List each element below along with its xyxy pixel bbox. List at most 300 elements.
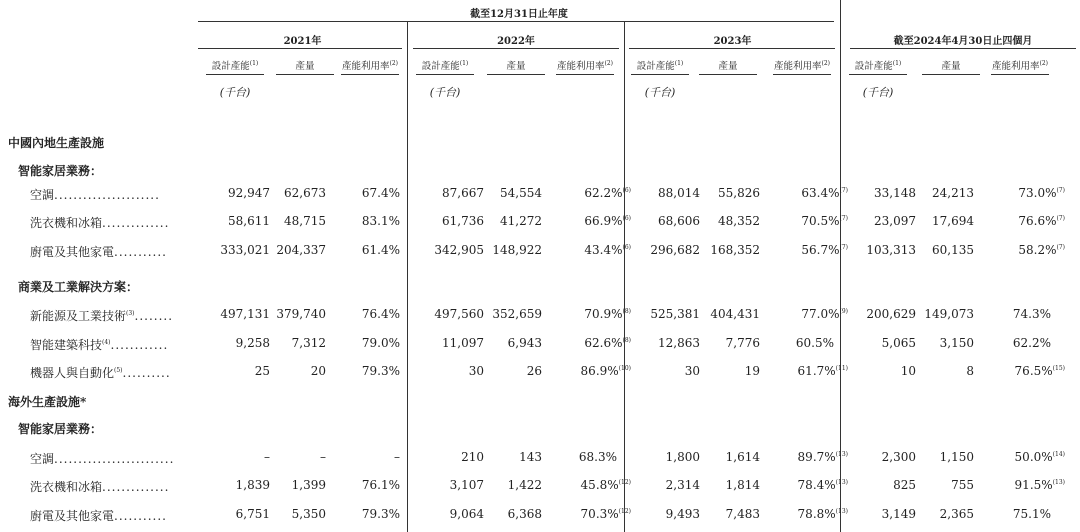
unit-label: (千台): [429, 86, 461, 99]
footnote-marker: (7): [1056, 215, 1065, 222]
column-header-utilization: [550, 58, 620, 72]
footnote-marker: (12): [618, 508, 631, 515]
row-label-text: 廚電及其他家電: [30, 509, 115, 523]
cell-value: 76.1%: [361, 478, 400, 492]
column-header-underline: [991, 74, 1049, 75]
column-header-underline: [631, 74, 689, 75]
year-underline-2023: [629, 48, 835, 49]
table-cell: [442, 336, 484, 350]
cell-value: 2,300: [881, 450, 916, 464]
footnote-marker: (7): [839, 187, 848, 194]
cell-value: 68.3%: [578, 450, 617, 464]
footnote-marker: (1): [674, 59, 684, 67]
row-label: [30, 336, 168, 353]
cell-value: 41,272: [500, 214, 542, 228]
column-header-underline: [773, 74, 831, 75]
table-cell: [658, 186, 700, 200]
table-cell: [710, 307, 760, 321]
table-cell: [581, 478, 631, 492]
table-cell: [940, 336, 974, 350]
cell-value: 79.3%: [361, 364, 400, 378]
cell-value: 12,863: [658, 336, 700, 350]
cell-value: 87,667: [442, 186, 484, 200]
cell-value: 497,131: [220, 307, 270, 321]
period-label: 截至12月31日止年度: [470, 9, 568, 20]
footnote-marker: (7): [1056, 244, 1065, 251]
table-cell: [584, 243, 631, 257]
row-label: [30, 243, 167, 260]
column-header-text: 產能利用率: [556, 61, 605, 72]
cell-value: 58.2%: [1018, 243, 1057, 257]
table-cell: [442, 186, 484, 200]
cell-value: 17,694: [932, 214, 974, 228]
table-cell: [1018, 243, 1065, 257]
section-china: 中國內地生產設施: [8, 136, 105, 150]
table-cell: [284, 186, 326, 200]
table-cell: [236, 507, 270, 521]
cell-value: 7,776: [725, 336, 760, 350]
cell-value: 70.9%: [584, 307, 623, 321]
cell-value: 86.9%: [580, 364, 619, 378]
table-cell: [940, 507, 974, 521]
cell-value: 7,483: [725, 507, 760, 521]
table-cell: [220, 307, 270, 321]
table-cell: [882, 450, 916, 464]
period-2024: 截至2024年4月30日止四個月: [893, 36, 1033, 47]
cell-value: 755: [951, 478, 974, 492]
footnote-marker: (9): [839, 308, 848, 315]
cell-value: 76.5%: [1014, 364, 1053, 378]
table-cell: [901, 364, 916, 378]
table-cell: [650, 243, 700, 257]
column-header-utilization: [985, 58, 1055, 72]
table-cell: [492, 243, 542, 257]
cell-value: 62.2%: [584, 186, 623, 200]
table-cell: [461, 450, 484, 464]
cell-value: 54,554: [500, 186, 542, 200]
table-cell: [940, 450, 974, 464]
table-cell: [311, 364, 326, 378]
footnote-marker: (15): [1052, 365, 1065, 372]
table-cell: [798, 364, 848, 378]
cell-value: 210: [461, 450, 484, 464]
cell-value: 8: [966, 364, 974, 378]
footnote-marker: (13): [835, 508, 848, 515]
cell-value: 11,097: [442, 336, 484, 350]
unit-label: (千台): [644, 86, 676, 99]
footnote-marker: (1): [249, 59, 259, 67]
column-header-text: 產能利用率: [341, 61, 390, 72]
cell-value: 5,065: [881, 336, 916, 350]
table-cell: [1015, 450, 1065, 464]
table-cell: [924, 307, 974, 321]
section-china-smart-home: 智能家居業務：: [18, 164, 103, 178]
table-cell: [932, 214, 974, 228]
leader-dots: ............: [110, 338, 169, 352]
table-cell: [1018, 214, 1065, 228]
unit-label: (千台): [219, 86, 251, 99]
cell-value: 88,014: [658, 186, 700, 200]
cell-value: 103,313: [866, 243, 916, 257]
cell-value: 76.4%: [361, 307, 400, 321]
cell-value: 62.6%: [584, 336, 623, 350]
column-header-text: 設計產能: [421, 61, 460, 72]
cell-value: 1,800: [665, 450, 700, 464]
column-header-text: 產量: [941, 61, 961, 72]
cell-value: 73.0%: [1018, 186, 1057, 200]
table-cell: [718, 214, 760, 228]
table-cell: [718, 186, 760, 200]
cell-value: 75.1%: [1012, 507, 1051, 521]
cell-value: 7,312: [291, 336, 326, 350]
column-header-text: 產量: [506, 61, 526, 72]
column-header-output: [916, 58, 986, 72]
table-cell: [228, 214, 270, 228]
table-cell: [584, 307, 631, 321]
table-cell: [726, 336, 760, 350]
leader-dots: .........................: [54, 452, 175, 466]
column-header-utilization: [335, 58, 405, 72]
footnote-marker: (4): [102, 339, 111, 346]
cell-value: 1,150: [939, 450, 974, 464]
table-cell: [726, 478, 760, 492]
table-cell: [584, 336, 631, 350]
leader-dots: ...........: [114, 509, 167, 523]
table-cell: [658, 336, 700, 350]
cell-value: 148,922: [492, 243, 542, 257]
table-cell: [1013, 336, 1051, 350]
cell-value: 3,107: [449, 478, 484, 492]
table-cell: [726, 450, 760, 464]
column-header-text: 設計產能: [211, 61, 250, 72]
cell-value: 525,381: [650, 307, 700, 321]
cell-value: 76.6%: [1018, 214, 1057, 228]
cell-value: 1,839: [235, 478, 270, 492]
cell-value: 1,814: [725, 478, 760, 492]
leader-dots: ...........: [114, 245, 167, 259]
table-cell: [434, 307, 484, 321]
cell-value: 92,947: [228, 186, 270, 200]
row-label: [30, 186, 160, 203]
table-cell: [255, 364, 270, 378]
cell-value: 74.3%: [1012, 307, 1051, 321]
row-label-text: 空調: [30, 452, 55, 466]
cell-value: 78.8%: [797, 507, 836, 521]
table-cell: [492, 307, 542, 321]
table-cell: [666, 507, 700, 521]
table-cell: [932, 243, 974, 257]
table-cell: [362, 186, 400, 200]
cell-value: 9,258: [235, 336, 270, 350]
cell-value: 352,659: [492, 307, 542, 321]
cell-value: 67.4%: [361, 186, 400, 200]
cell-value: 78.4%: [797, 478, 836, 492]
row-label: [30, 478, 169, 495]
table-cell: [650, 307, 700, 321]
table-cell: [292, 507, 326, 521]
table-cell: [500, 186, 542, 200]
year-2022: 2022年: [497, 36, 535, 47]
table-cell: [362, 364, 400, 378]
table-cell: [798, 450, 848, 464]
row-label: [30, 450, 174, 467]
row-label-text: 智能建築科技: [30, 338, 103, 352]
column-header-design-capacity: [625, 58, 695, 72]
cell-value: 61.7%: [797, 364, 836, 378]
cell-value: 404,431: [710, 307, 760, 321]
column-header-output: [481, 58, 551, 72]
table-cell: [685, 364, 700, 378]
cell-value: 70.3%: [580, 507, 619, 521]
table-cell: [220, 243, 270, 257]
year-2023: 2023年: [713, 36, 752, 47]
table-cell: [801, 186, 848, 200]
table-cell: [362, 243, 400, 257]
table-cell: [500, 214, 542, 228]
table-cell: [584, 214, 631, 228]
column-header-output: [693, 58, 763, 72]
year-underline-2022: [413, 48, 619, 49]
column-header-text: 產能利用率: [991, 61, 1040, 72]
cell-value: 83.1%: [361, 214, 400, 228]
footnote-marker: (8): [622, 308, 631, 315]
table-cell: [508, 336, 542, 350]
cell-value: 70.5%: [801, 214, 840, 228]
cell-value: 50.0%: [1014, 450, 1053, 464]
section-overseas-smart-home: 智能家居業務：: [18, 422, 103, 436]
cell-value: 60,135: [932, 243, 974, 257]
cell-value: 43.4%: [584, 243, 623, 257]
cell-value: 168,352: [710, 243, 760, 257]
column-header-utilization: [767, 58, 837, 72]
footnote-marker: (7): [839, 244, 848, 251]
section-china-commercial: 商業及工業解決方案：: [18, 280, 139, 294]
table-cell: [442, 214, 484, 228]
cell-value: 9,493: [665, 507, 700, 521]
cell-value: 79.0%: [361, 336, 400, 350]
cell-value: 77.0%: [801, 307, 840, 321]
cell-value: 58,611: [228, 214, 270, 228]
cell-value: 20: [310, 364, 326, 378]
cell-value: 48,715: [284, 214, 326, 228]
table-cell: [236, 336, 270, 350]
footnote-marker: (2): [389, 59, 398, 67]
footnote-marker: (13): [1052, 479, 1065, 486]
leader-dots: ..............: [102, 216, 170, 230]
cell-value: 30: [684, 364, 700, 378]
cell-value: 63.4%: [801, 186, 840, 200]
cell-value: 2,314: [665, 478, 700, 492]
column-header-text: 產量: [718, 61, 738, 72]
cell-value: –: [264, 450, 270, 464]
table-cell: [292, 336, 326, 350]
cell-value: 5,350: [291, 507, 326, 521]
row-label-text: 洗衣機和冰箱: [30, 480, 103, 494]
column-header-underline: [206, 74, 264, 75]
leader-dots: ........: [134, 309, 174, 323]
table-cell: [1015, 478, 1065, 492]
table-cell: [579, 450, 617, 464]
table-cell: [320, 450, 326, 464]
footnote-marker: (7): [1056, 187, 1065, 194]
column-header-underline: [487, 74, 545, 75]
table-cell: [362, 214, 400, 228]
cell-value: 61.4%: [361, 243, 400, 257]
row-label: [30, 214, 169, 231]
unit-label: (千台): [862, 86, 894, 99]
cell-value: 24,213: [932, 186, 974, 200]
cell-value: 62,673: [284, 186, 326, 200]
table-cell: [362, 336, 400, 350]
cell-value: 200,629: [866, 307, 916, 321]
cell-value: 342,905: [434, 243, 484, 257]
table-cell: [1013, 307, 1051, 321]
table-cell: [584, 186, 631, 200]
table-cell: [508, 478, 542, 492]
footnote-marker: (6): [622, 215, 631, 222]
footnote-marker: (12): [618, 479, 631, 486]
table-cell: [228, 186, 270, 200]
footnote-marker: (8): [622, 337, 631, 344]
footnote-marker: (5): [114, 367, 123, 374]
cell-value: 26: [526, 364, 542, 378]
table-cell: [519, 450, 542, 464]
cell-value: 79.3%: [361, 507, 400, 521]
year-underline-2021: [198, 48, 402, 49]
table-cell: [801, 243, 848, 257]
cell-value: 56.7%: [801, 243, 840, 257]
cell-value: 33,148: [874, 186, 916, 200]
table-cell: [882, 507, 916, 521]
cell-value: 25: [254, 364, 270, 378]
footnote-marker: (13): [835, 451, 848, 458]
footnote-marker: (2): [821, 59, 830, 67]
cell-value: –: [394, 450, 400, 464]
column-header-text: 產量: [295, 61, 315, 72]
row-label: [30, 507, 167, 524]
table-cell: [362, 507, 400, 521]
table-cell: [362, 307, 400, 321]
year-underline-2024: [850, 48, 1076, 49]
cell-value: 497,560: [434, 307, 484, 321]
table-cell: [796, 336, 834, 350]
row-label-text: 洗衣機和冰箱: [30, 216, 103, 230]
cell-value: 825: [893, 478, 916, 492]
table-cell: [866, 307, 916, 321]
table-cell: [801, 307, 848, 321]
cell-value: 68,606: [658, 214, 700, 228]
table-cell: [469, 364, 484, 378]
row-label: [30, 364, 171, 381]
column-header-output: [270, 58, 340, 72]
cell-value: 149,073: [924, 307, 974, 321]
column-header-underline: [849, 74, 907, 75]
footnote-marker: (6): [622, 244, 631, 251]
table-cell: [236, 478, 270, 492]
cell-value: 1,399: [291, 478, 326, 492]
cell-value: 91.5%: [1014, 478, 1053, 492]
column-header-underline: [556, 74, 614, 75]
column-header-underline: [276, 74, 334, 75]
row-label-text: 新能源及工業技術: [30, 309, 127, 323]
footnote-marker: (2): [1039, 59, 1048, 67]
table-cell: [966, 364, 974, 378]
cell-value: 3,149: [881, 507, 916, 521]
table-cell: [658, 214, 700, 228]
footnote-marker: (1): [459, 59, 469, 67]
table-cell: [874, 186, 916, 200]
cell-value: 23,097: [874, 214, 916, 228]
table-cell: [450, 478, 484, 492]
cell-value: 89.7%: [797, 450, 836, 464]
footnote-marker: (7): [839, 215, 848, 222]
cell-value: 61,736: [442, 214, 484, 228]
column-header-design-capacity: [410, 58, 480, 72]
column-header-design-capacity: [200, 58, 270, 72]
cell-value: –: [320, 450, 326, 464]
column-header-text: 設計產能: [854, 61, 893, 72]
cell-value: 55,826: [718, 186, 760, 200]
row-label-text: 廚電及其他家電: [30, 245, 115, 259]
cell-value: 204,337: [276, 243, 326, 257]
table-cell: [581, 507, 631, 521]
row-label-text: 空調: [30, 188, 55, 202]
cell-value: 6,751: [235, 507, 270, 521]
table-cell: [710, 243, 760, 257]
table-cell: [874, 214, 916, 228]
table-cell: [450, 507, 484, 521]
column-header-text: 設計產能: [636, 61, 675, 72]
table-cell: [527, 364, 542, 378]
cell-value: 66.9%: [584, 214, 623, 228]
separator-2021-2022: [407, 22, 408, 532]
table-cell: [581, 364, 631, 378]
footnote-marker: (10): [618, 365, 631, 372]
column-header-underline: [922, 74, 980, 75]
leader-dots: ......................: [54, 188, 160, 202]
table-cell: [745, 364, 760, 378]
footnote-marker: (14): [1052, 451, 1065, 458]
cell-value: 19: [744, 364, 760, 378]
cell-value: 9,064: [449, 507, 484, 521]
row-label: [30, 307, 173, 324]
column-header-underline: [341, 74, 399, 75]
footnote-marker: (2): [604, 59, 613, 67]
cell-value: 1,614: [725, 450, 760, 464]
column-header-underline: [416, 74, 474, 75]
table-cell: [276, 243, 326, 257]
table-cell: [801, 214, 848, 228]
cell-value: 48,352: [718, 214, 760, 228]
table-cell: [1018, 186, 1065, 200]
cell-value: 62.2%: [1012, 336, 1051, 350]
table-cell: [798, 478, 848, 492]
column-header-underline: [699, 74, 757, 75]
table-cell: [798, 507, 848, 521]
table-cell: [1015, 364, 1065, 378]
table-cell: [362, 478, 400, 492]
cell-value: 60.5%: [795, 336, 834, 350]
table-cell: [951, 478, 974, 492]
table-cell: [434, 243, 484, 257]
cell-value: 10: [900, 364, 916, 378]
cell-value: 6,368: [507, 507, 542, 521]
cell-value: 30: [468, 364, 484, 378]
cell-value: 143: [519, 450, 542, 464]
cell-value: 333,021: [220, 243, 270, 257]
cell-value: 45.8%: [580, 478, 619, 492]
table-cell: [932, 186, 974, 200]
